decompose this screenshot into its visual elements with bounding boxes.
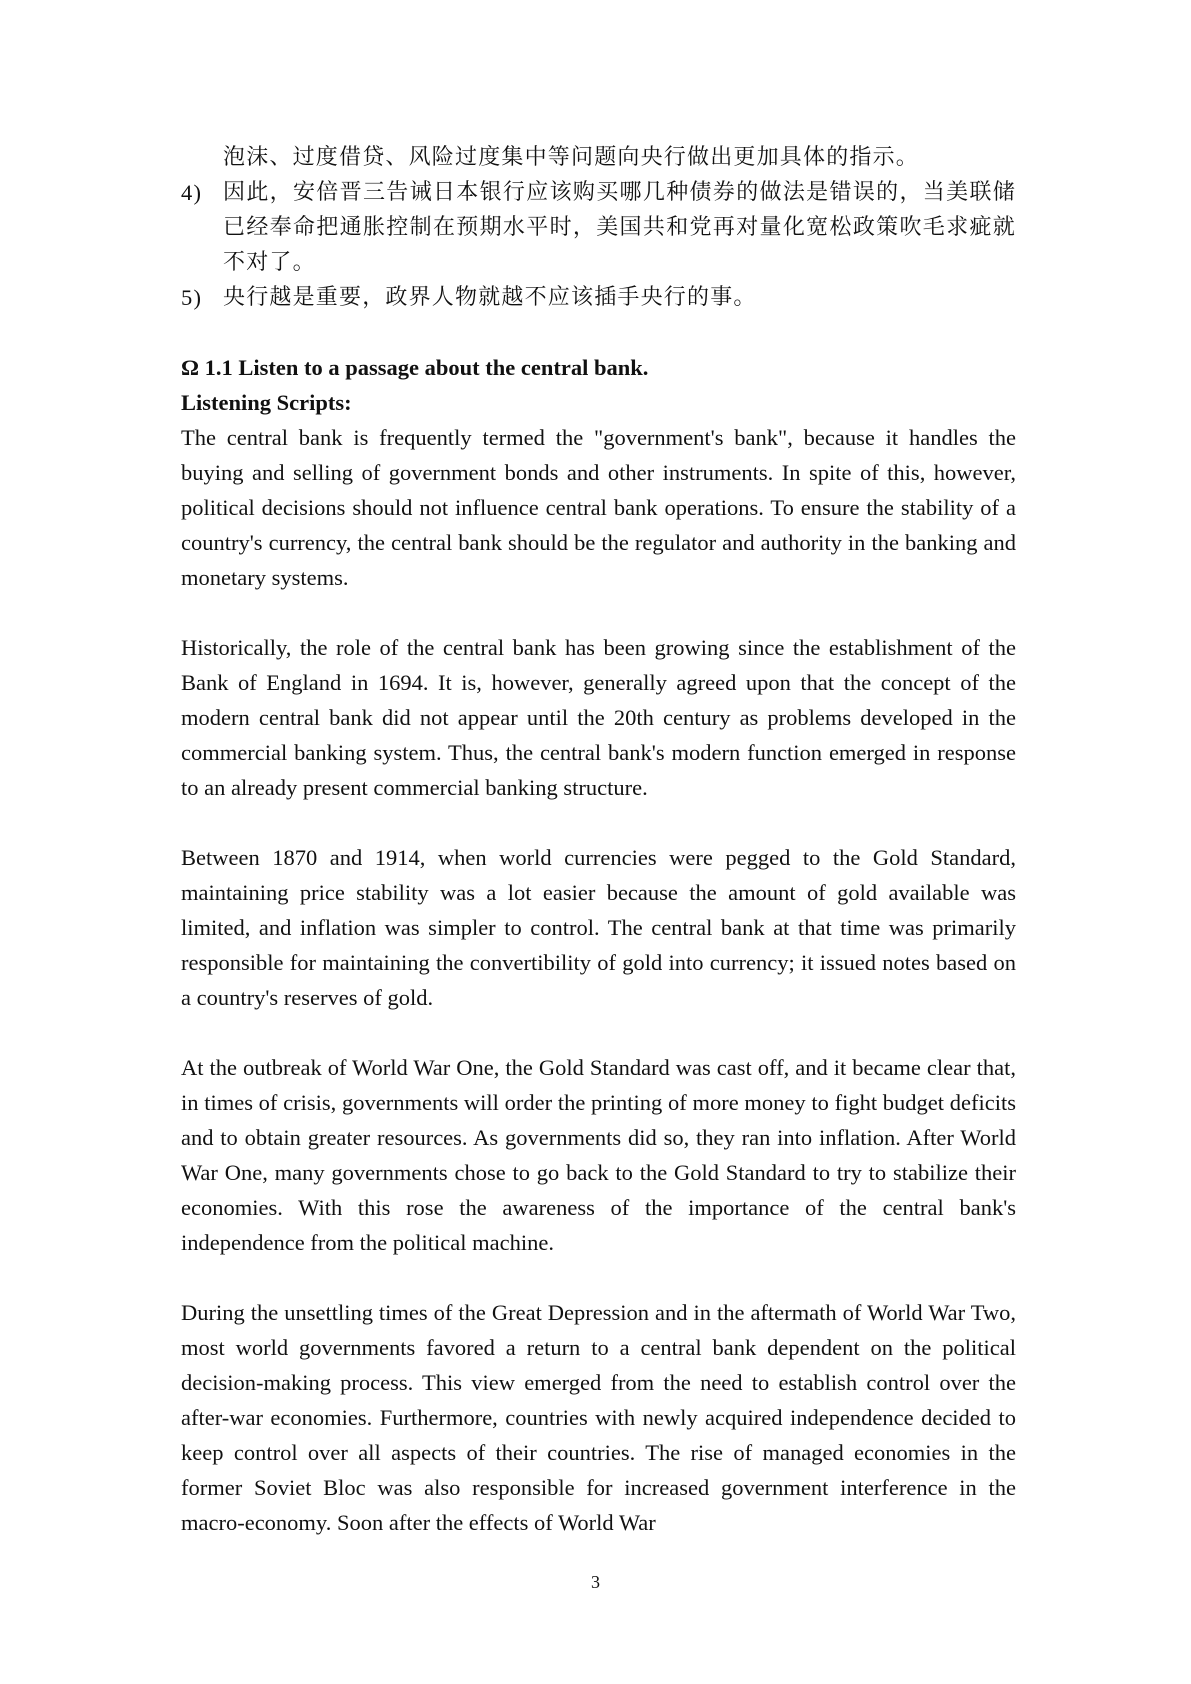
page-number: 3 — [591, 1572, 600, 1592]
script-paragraph: During the unsettling times of the Great Depression and in the aftermath of World War Two, most world governments favored a return to a central bank dependent on the political decision-making process. This view emerged from the need to establish control over the after-war economies. Furthermore, countries with newly acquired independence decided to keep control over all aspects of their countries. The rise of managed economies in the former Soviet Bloc was also responsible for increased government interference in the macro-economy. Soon after the effects of World War — [181, 1300, 1016, 1535]
section-heading: Ω 1.1 Listen to a passage about the central bank. — [181, 355, 649, 380]
script-paragraph: Between 1870 and 1914, when world currencies were pegged to the Gold Standard, maintaining price stability was a lot easier because the amount of gold available was limited, and inflation was simpler to control. The central bank at that time was primarily responsible for maintaining the convertibility of gold into currency; it issued notes based on a country's reserves of gold. — [181, 845, 1016, 1010]
list-item-number: 4) — [181, 180, 203, 205]
list-item — [181, 280, 1016, 315]
continued-chinese-line: 泡沫、过度借贷、风险过度集中等问题向央行做出更加具体的指示。 — [223, 145, 920, 170]
script-paragraph: At the outbreak of World War One, the Gold Standard was cast off, and it became clear that, in times of crisis, governments will order the printing of more money to fight budget deficits and to obtain greater resources. As governments did so, they ran into inflation. After World War One, many governments chose to go back to the Gold Standard to try to stabilize their economies. With this rose the awareness of the importance of the central bank's independence from the political machine. — [181, 1055, 1016, 1255]
list-item-number: 5) — [181, 285, 203, 310]
script-paragraph: Historically, the role of the central bank has been growing since the establishment of the Bank of England in 1694. It is, however, generally agreed upon that the concept of the modern central bank did not appear until the 20th century as problems developed in the commercial banking system. Thus, the central bank's modern function emerged in response to an already present commercial banking structure. — [181, 635, 1016, 800]
list-item-text: 央行越是重要，政界人物就越不应该插手央行的事。 — [223, 285, 757, 310]
list-item — [181, 175, 1016, 280]
scripts-label: Listening Scripts: — [181, 390, 352, 415]
document-page — [181, 140, 1016, 1540]
list-item-text: 因此，安倍晋三告诫日本银行应该购买哪几种债券的做法是错误的，当美联储已经奉命把通胀控制在预期水平时，美国共和党再对量化宽松政策吹毛求疵就不对了。 — [223, 180, 1016, 275]
script-paragraph: The central bank is frequently termed the "government's bank", because it handles the buying and selling of government bonds and other instruments. In spite of this, however, political decisions should not influence central bank operations. To ensure the stability of a country's currency, the central bank should be the regulator and authority in the banking and monetary systems. — [181, 425, 1016, 590]
